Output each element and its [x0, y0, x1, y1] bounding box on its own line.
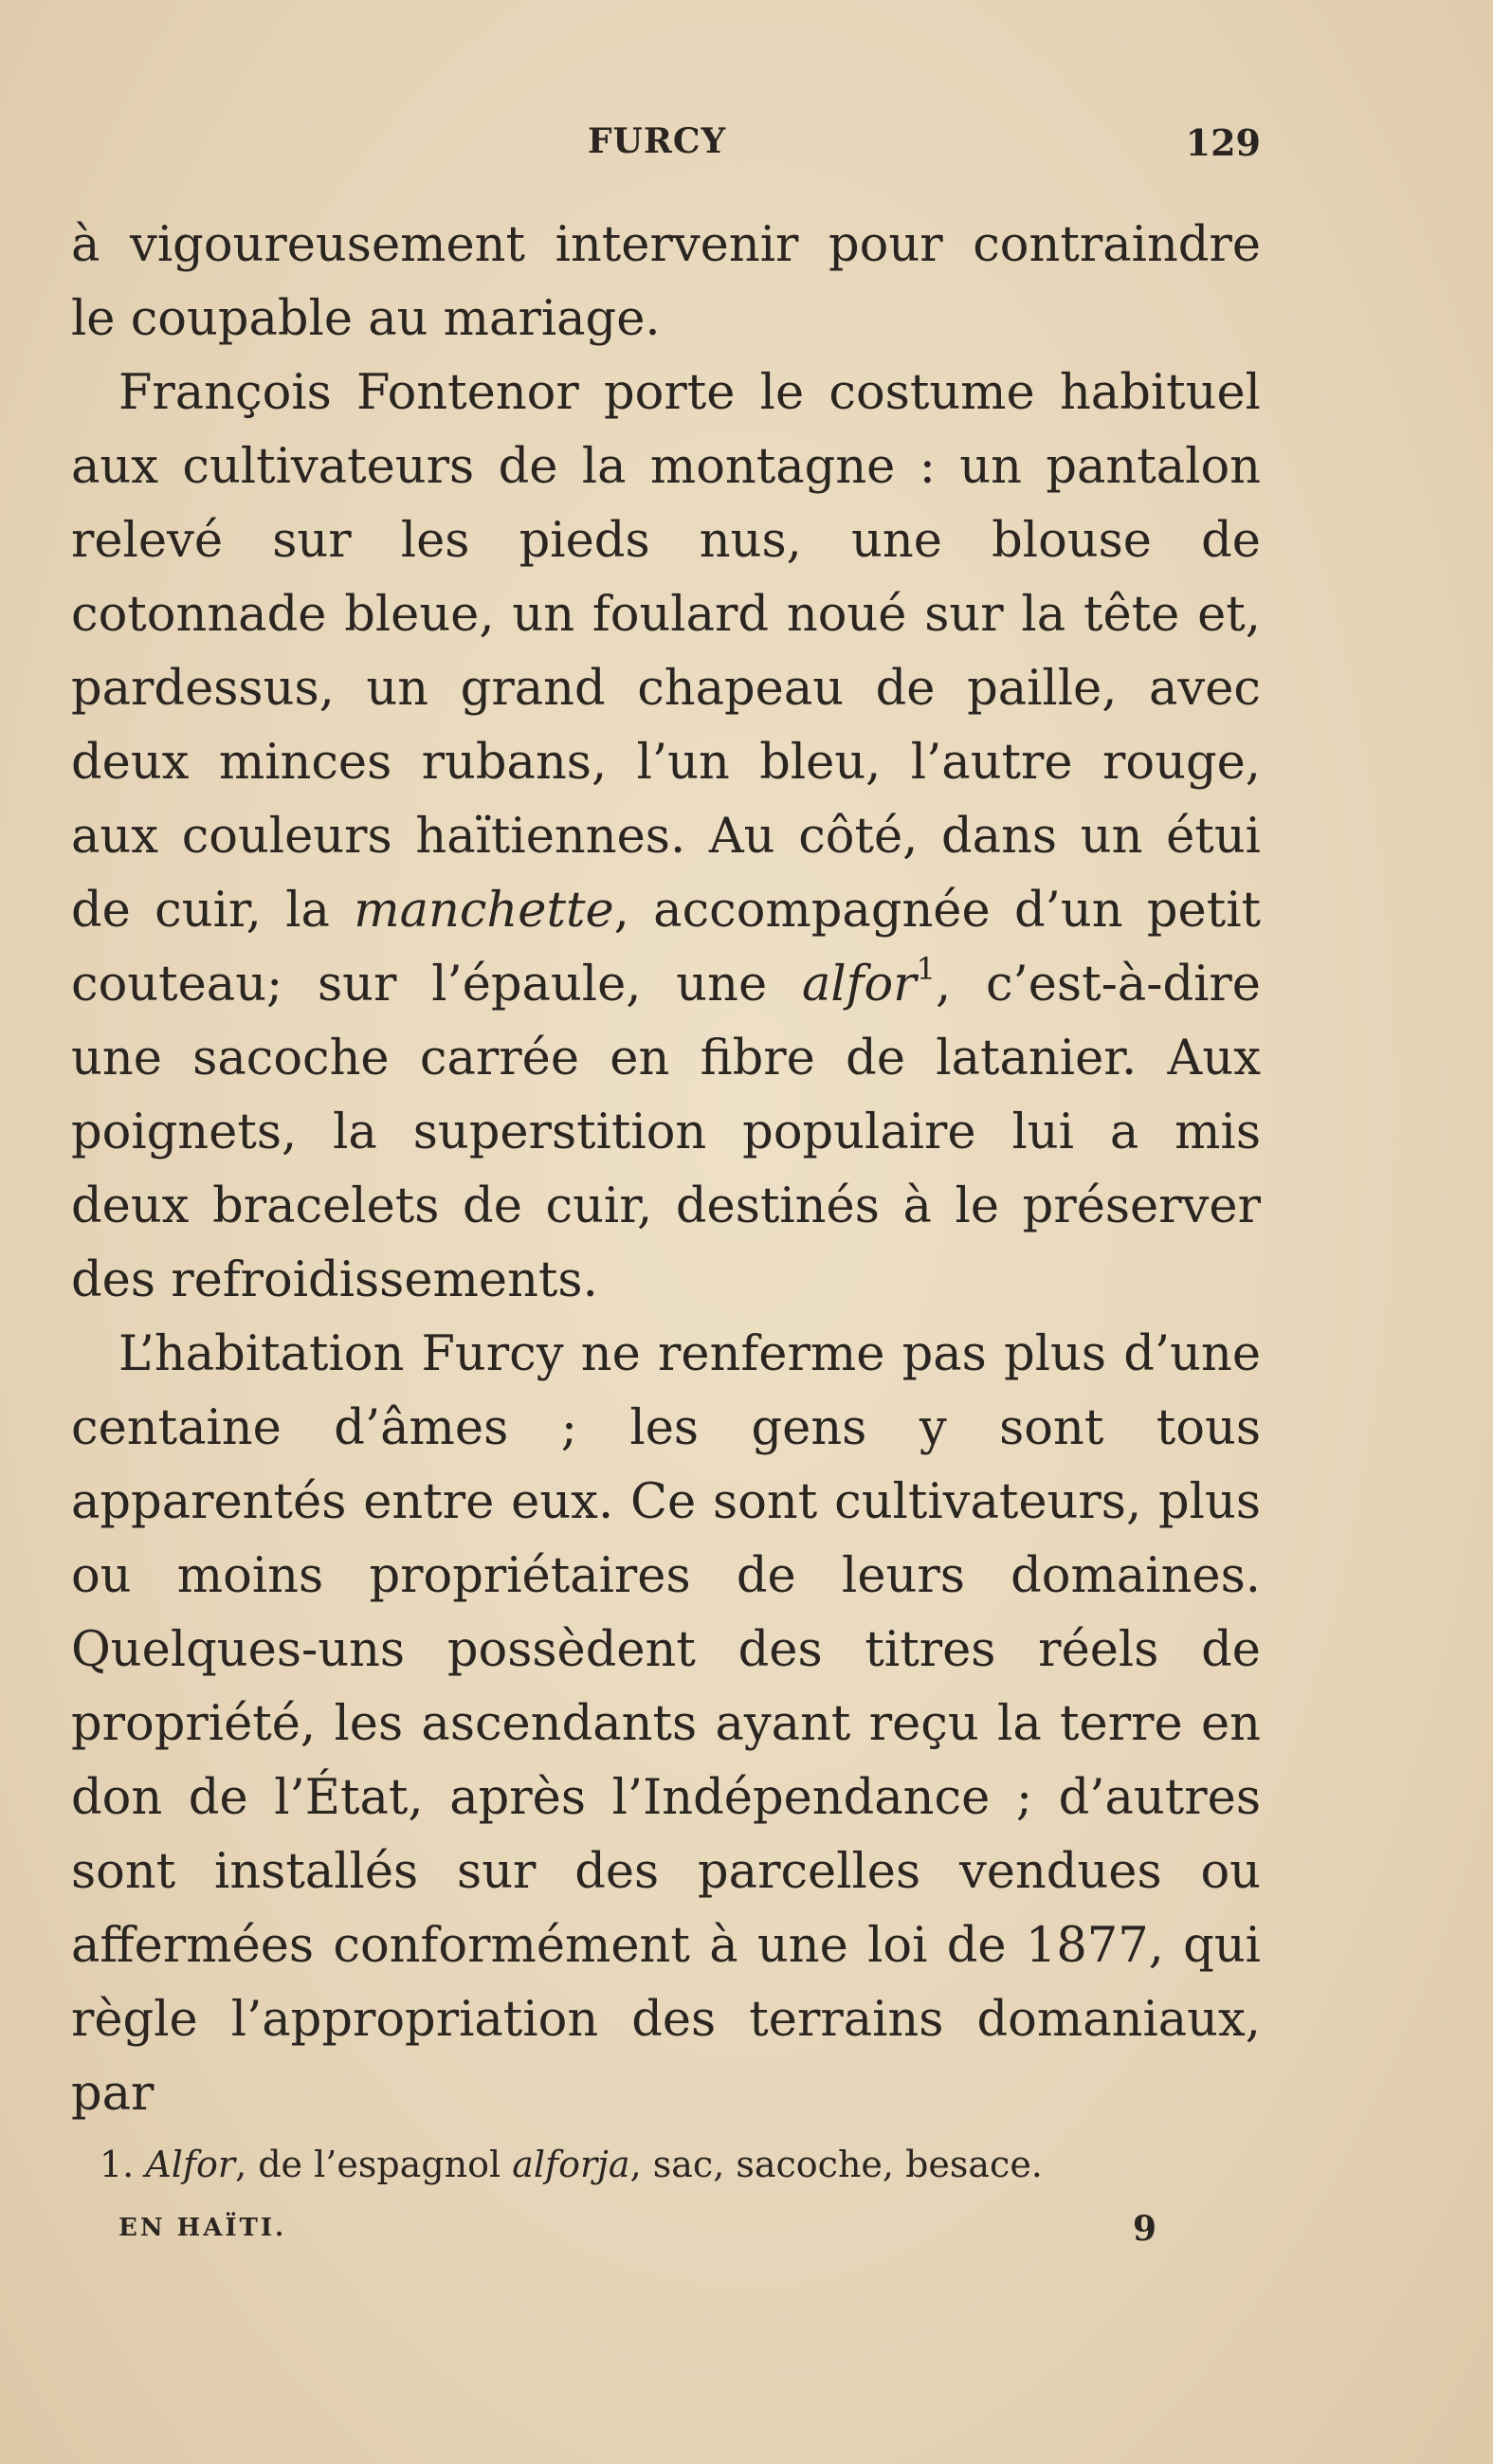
footnote-text-1: , de l’espagnol [235, 2144, 513, 2185]
running-title: FURCY [588, 121, 727, 161]
signature-label: EN HAÏTI. [118, 2214, 287, 2242]
paragraph-1 [71, 209, 1261, 356]
paragraph-1-text: à vigoureusement intervenir pour contraindre le coupable au mariage. [71, 217, 1261, 347]
body-text [71, 209, 1261, 2131]
footnote-origin: alforja [512, 2144, 630, 2185]
footnote [100, 2141, 1180, 2188]
signature-number: 9 [1133, 2209, 1157, 2249]
footnote-text-2: , sac, sacoche, besace. [629, 2144, 1043, 2185]
paragraph-2 [71, 356, 1261, 1318]
page-header [71, 121, 1261, 178]
term-manchette: manchette [354, 883, 614, 939]
footnote-term: Alfor [145, 2144, 236, 2185]
paragraph-2-text: François Fontenor porte le costume habituel aux cultivateurs de la montagne : un pantalon relevé sur les pieds nus, une blouse de cotonnade bleue, un foulard noué sur la tête et, pardessus, un grand chapeau de paille, avec deux minces rubans, l’un bleu, l’autre rouge, aux couleurs haïtiennes. Au côté, dans un étui de cuir, la [71, 365, 1261, 939]
footnote-number: 1. [100, 2144, 135, 2185]
page-number: 129 [1185, 121, 1261, 164]
paragraph-3-text: L’habitation Furcy ne renferme pas plus d’une centaine d’âmes ; les gens y sont tous apparentés entre eux. Ce sont cultivateurs, plus ou moins propriétaires de leurs domaines. Quelques-uns possèdent des titres réels de propriété, les ascendants ayant reçu la terre en don de l’État, après l’Indépendance ; d’autres sont installés sur des parcelles vendues ou affermées conformément à une loi de 1877, qui règle l’appropriation des terrains domaniaux, par [71, 1326, 1261, 2122]
paragraph-2-text-3: , c’est-à-dire une sacoche carrée en fibre de latanier. Aux poignets, la superstition populaire lui a mis deux bracelets de cuir, destinés à le préserver des refroidissements. [71, 957, 1261, 1308]
paragraph-2-text-2: , accompagnée d’un petit couteau; sur l’épaule, une [71, 883, 1262, 1013]
term-alfor: alfor [801, 957, 917, 1013]
footnote-reference: 1 [916, 951, 936, 987]
paragraph-3 [71, 1318, 1261, 2131]
